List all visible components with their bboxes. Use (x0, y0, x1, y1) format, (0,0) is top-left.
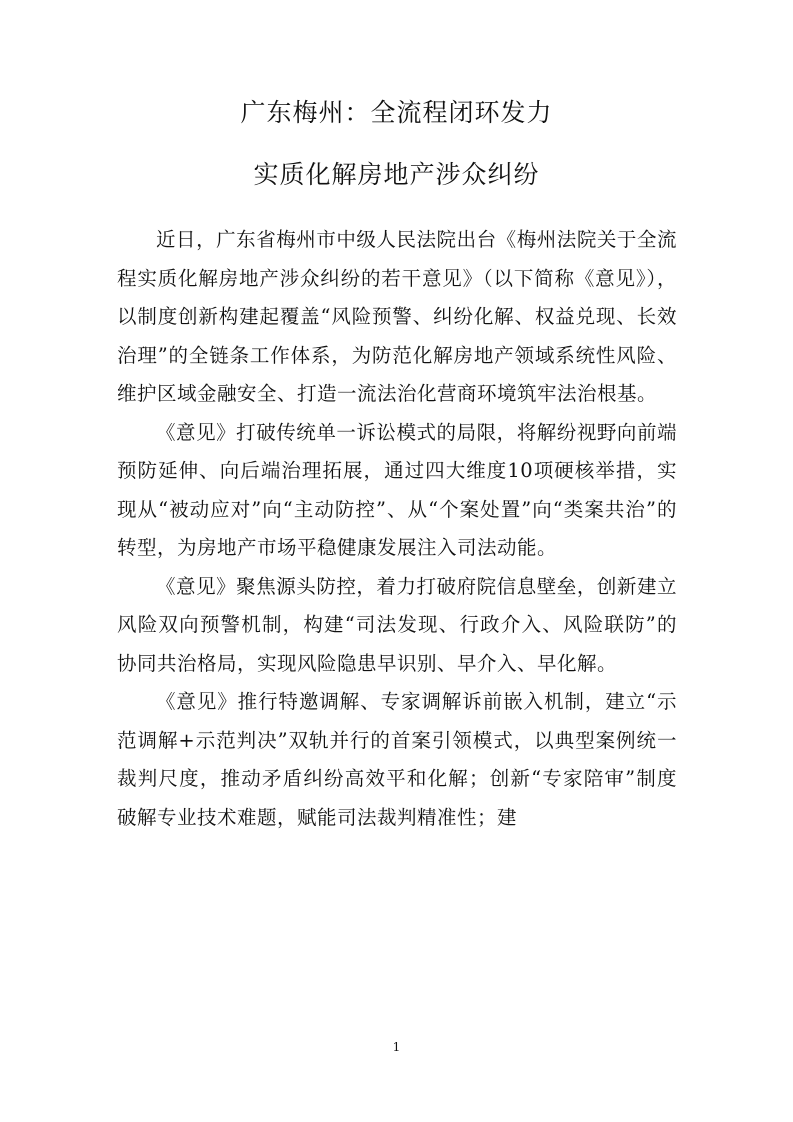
document-body (117, 221, 677, 837)
paragraph-2: 《意见》打破传统单一诉讼模式的局限，将解纷视野向前端预防延伸、向后端治理拓展，通过四大维度10项硬核举措，实现从“被动应对”向“主动防控”、从“个案处置”向“类案共治”的转型，为房地产市场平稳健康发展注入司法动能。 (117, 420, 677, 559)
page-number: 1 (392, 1040, 401, 1054)
paragraph-1: 近日，广东省梅州市中级人民法院出台《梅州法院关于全流程实质化解房地产涉众纠纷的若干意见》（以下简称《意见》），以制度创新构建起覆盖“风险预警、纠纷化解、权益兑现、长效治理”的全链条工作体系，为防范化解房地产领域系统性风险、维护区域金融安全、打造一流法治化营商环境筑牢法治根基。 (117, 228, 677, 405)
paragraph-3: 《意见》聚焦源头防控，着力打破府院信息壁垒，创新建立风险双向预警机制，构建“司法发现、行政介入、风险联防”的协同共治格局，实现风险隐患早识别、早介入、早化解。 (117, 574, 677, 675)
document-title-line-2: 实质化解房地产涉众纠纷 (253, 160, 540, 189)
paragraph-4: 《意见》推行特邀调解、专家调解诉前嵌入机制，建立“示范调解+示范判决”双轨并行的首案引领模式，以典型案例统一裁判尺度，推动矛盾纠纷高效平和化解；创新“专家陪审”制度破解专业技术难题，赋能司法裁判精准性；建 (117, 690, 677, 829)
document-title-line-1: 广东梅州：全流程闭环发力 (240, 98, 553, 127)
